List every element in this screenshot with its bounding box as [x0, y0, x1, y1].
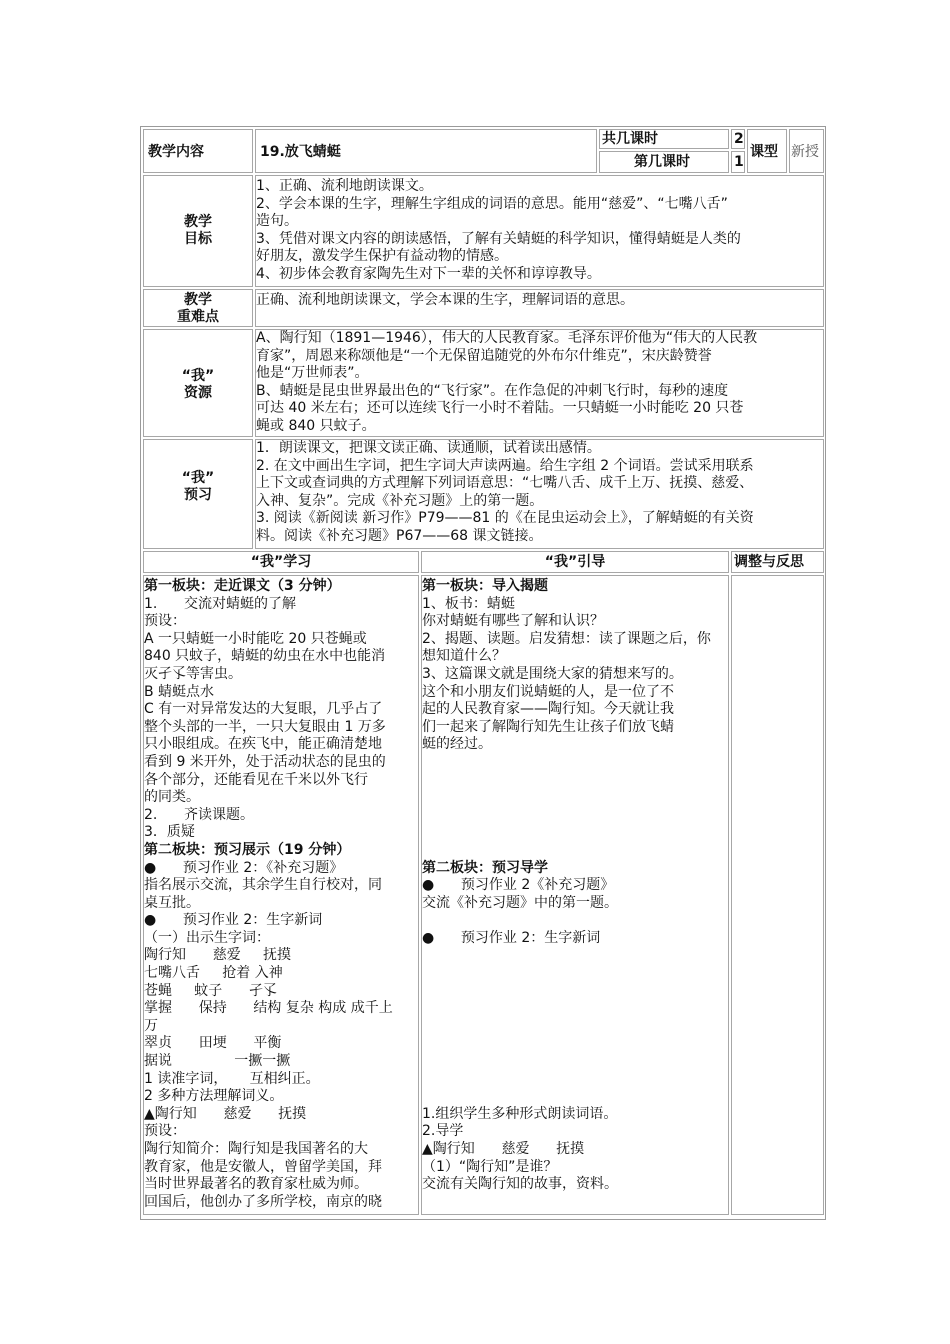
guide-line	[422, 912, 728, 930]
study-line: 当时世界最著名的教育家杜威为师。	[144, 1176, 368, 1193]
study-line: 2. 齐读课题。	[144, 806, 255, 823]
guide-line	[422, 842, 728, 860]
content-label: 教学内容	[148, 144, 204, 160]
key-points-content-cell	[255, 289, 824, 327]
objectives-label: 教学 目标	[184, 214, 212, 247]
key-points-label: 教学 重难点	[177, 292, 219, 325]
guide-line: 3、这篇课文就是围绕大家的猜想来写的。	[422, 665, 683, 682]
guide-line: 交流有关陶行知的故事，资料。	[422, 1176, 618, 1193]
guide-line	[422, 807, 728, 825]
guide-line: 2、揭题、读题。启发猜想：读了课题之后，你	[422, 630, 711, 647]
study-line: 翠贞 田埂 平衡	[144, 1035, 282, 1052]
preview-line: 2. 在文中画出生字词，把生字词大声读两遍。给生字组 2 个词语。尝试采用联系	[256, 457, 754, 474]
resource-line: 他是“万世师表”。	[256, 365, 369, 382]
study-line: 陶行知 慈爱 抚摸	[144, 947, 291, 964]
reflect-column-header	[731, 551, 824, 573]
resource-line: 蝇或 840 只蚊子。	[256, 417, 376, 434]
objective-line: 造句。	[256, 213, 298, 230]
guide-line	[422, 1071, 728, 1089]
guide-line: 想知道什么？	[422, 648, 506, 665]
guide-line	[422, 1018, 728, 1036]
guide-column-header	[421, 551, 729, 573]
study-line: 第一板块：走近课文（3 分钟）	[144, 578, 341, 594]
study-line: ▲陶行知 慈爱 抚摸	[144, 1105, 307, 1122]
guide-line	[422, 1000, 728, 1018]
objective-line: 1、正确、流利地朗读课文。	[256, 178, 433, 194]
lesson-type-value-cell	[789, 129, 824, 173]
study-line: ● 预习作业 2：生字新词	[144, 912, 323, 929]
lesson-type-value: 新授	[791, 144, 819, 160]
guide-line: 你对蜻蜓有哪些了解和认识？	[422, 613, 604, 630]
guide-line: 交流《补充习题》中的第一题。	[422, 894, 618, 911]
preview-line: 1．朗读课文，把课文读正确、读通顺，试着读出感情。	[256, 440, 601, 456]
guide-line	[422, 1088, 728, 1106]
study-line: ● 预习作业 2：《补充习题》	[144, 859, 344, 876]
objectives-content-cell	[255, 175, 824, 287]
total-periods-label: 共几课时	[602, 131, 658, 147]
study-column-title: “我”学习	[250, 554, 312, 570]
preview-label: “我” 预习	[181, 470, 215, 503]
total-periods-value: 2	[734, 131, 744, 147]
guide-line: 们一起来了解陶行知先生让孩子们放飞蜻	[422, 718, 674, 735]
guide-line	[422, 1053, 728, 1071]
resource-line: B、蜻蜓是昆虫世界最出色的“飞行家”。在作急促的冲刺飞行时，每秒的速度	[256, 382, 729, 399]
study-line: 预设：	[144, 1123, 186, 1140]
resources-label: “我” 资源	[181, 368, 215, 401]
lesson-type-label: 课型	[750, 144, 778, 160]
guide-line	[422, 824, 728, 842]
guide-line: 第二板块：预习导学	[422, 859, 548, 876]
study-line: 的同类。	[144, 789, 200, 806]
objective-line: 2、学会本课的生字，理解生字组成的词语的意思。能用“慈爱”、“七嘴八舌”	[256, 195, 728, 212]
study-line: B 蜻蜓点水	[144, 683, 215, 700]
lesson-plan-table	[140, 126, 826, 1220]
study-line: 预设：	[144, 613, 186, 630]
preview-line: 上下文或查词典的方式理解下列词语意思：“七嘴八舌、成千上万、抚摸、慈爱、	[256, 475, 754, 492]
study-line: 教育家，他是安徽人，曾留学美国，拜	[144, 1158, 382, 1175]
study-line: 只小眼组成。在疾飞中，能正确清楚地	[144, 736, 382, 753]
preview-content-cell	[255, 439, 824, 549]
study-line: 掌握 保持 结构 复杂 构成 成千上	[144, 1000, 393, 1017]
guide-line	[422, 754, 728, 772]
resource-line: A、陶行知（1891—1946），伟大的人民教育家。毛泽东评价他为“伟大的人民教	[256, 330, 758, 346]
guide-line	[422, 965, 728, 983]
guide-line: ● 预习作业 2：生字新词	[422, 929, 601, 946]
guide-line: ● 预习作业 2《补充习题》	[422, 877, 615, 894]
guide-line: 1、板书：蜻蜓	[422, 595, 515, 612]
study-line: 据说 一撅一撅	[144, 1053, 291, 1070]
objective-line: 3、凭借对课文内容的朗读感悟，了解有关蜻蜓的科学知识，懂得蜻蜓是人类的	[256, 230, 741, 247]
study-line: 看到 9 米开外，处于活动状态的昆虫的	[144, 753, 386, 770]
guide-line	[422, 947, 728, 965]
preview-line: 料。阅读《补充习题》P67——68 课文链接。	[256, 527, 543, 544]
study-line: 第二板块：预习展示（19 分钟）	[144, 841, 351, 858]
study-line: 指名展示交流，其余学生自行校对，同	[144, 877, 382, 894]
preview-line: 入神、复杂”。完成《补充习题》上的第一题。	[256, 492, 544, 509]
objective-line: 4、初步体会教育家陶先生对下一辈的关怀和谆谆教导。	[256, 265, 601, 282]
study-line: 1. 交流对蜻蜓的了解	[144, 595, 297, 612]
key-points-text: 正确、流利地朗读课文，学会本课的生字，理解词语的意思。	[256, 292, 634, 308]
guide-line: 2.导学	[422, 1123, 464, 1140]
study-line: （一）出示生字词：	[144, 929, 270, 946]
guide-line: 1.组织学生多种形式朗读词语。	[422, 1105, 618, 1122]
guide-line: 蜓的经过。	[422, 736, 492, 753]
resources-label-cell	[143, 329, 253, 437]
study-line: 840 只蚊子，蜻蜓的幼虫在水中也能消	[144, 648, 386, 665]
guide-line: 起的人民教育家——陶行知。今天就让我	[422, 701, 674, 718]
study-line: 桌互批。	[144, 894, 200, 911]
resource-line: 育家”，周恩来称颂他是“一个无保留追随党的外布尔什维克”，宋庆龄赞誉	[256, 347, 712, 364]
current-period-label-cell	[599, 151, 729, 173]
lesson-type-label-cell	[747, 129, 787, 173]
study-line: 万	[144, 1017, 158, 1034]
resources-content-cell	[255, 329, 824, 437]
lesson-title: 19.放飞蜻蜓	[260, 144, 341, 160]
objective-line: 好朋友，激发学生保护有益动物的情感。	[256, 248, 508, 265]
study-line: 陶行知简介：陶行知是我国著名的大	[144, 1141, 368, 1157]
total-periods-value-cell	[731, 129, 745, 149]
study-column-content	[143, 575, 419, 1215]
study-line: 灭孑孓等害虫。	[144, 665, 242, 682]
guide-line: （1）“陶行知”是谁？	[422, 1158, 558, 1175]
study-line: 苍蝇 蚊子 孑孓	[144, 982, 277, 999]
guide-line: 这个和小朋友们说蜻蜓的人，是一位了不	[422, 683, 674, 700]
study-line: C 有一对异常发达的大复眼，几乎占了	[144, 701, 383, 718]
study-line: 2 多种方法理解词义。	[144, 1088, 284, 1105]
study-line: A 一只蜻蜓一小时能吃 20 只苍蝇或	[144, 630, 367, 647]
study-line: 各个部分，还能看见在千米以外飞行	[144, 771, 368, 788]
guide-line	[422, 1035, 728, 1053]
study-line: 整个头部的一半，一只大复眼由 1 万多	[144, 718, 386, 735]
reflect-column-content	[731, 575, 824, 1215]
key-points-label-cell	[143, 289, 253, 327]
lesson-title-cell	[255, 129, 597, 173]
guide-line: ▲陶行知 慈爱 抚摸	[422, 1141, 585, 1157]
study-line: 3．质疑	[144, 824, 195, 841]
study-line: 1 读准字词， 互相纠正。	[144, 1070, 320, 1087]
guide-column-content	[421, 575, 729, 1215]
content-label-cell	[143, 129, 253, 173]
preview-line: 3. 阅读《新阅读 新习作》P79——81 的《在昆虫运动会上》，了解蜻蜓的有关资	[256, 510, 754, 527]
current-period-value: 1	[734, 154, 744, 170]
preview-label-cell	[143, 439, 253, 549]
resource-line: 可达 40 米左右；还可以连续飞行一小时不着陆。一只蜻蜓一小时能吃 20 只苍	[256, 400, 744, 417]
study-line: 回国后，他创办了多所学校，南京的晓	[144, 1193, 382, 1210]
guide-line: 第一板块：导入揭题	[422, 578, 548, 594]
current-period-value-cell	[731, 151, 745, 173]
guide-line	[422, 789, 728, 807]
study-line: 七嘴八舌 抢着 入神	[144, 965, 283, 982]
current-period-label: 第几课时	[634, 154, 690, 170]
guide-line	[422, 772, 728, 790]
total-periods-label-cell	[599, 129, 729, 149]
guide-column-title: “我”引导	[544, 554, 606, 570]
guide-line	[422, 983, 728, 1001]
objectives-label-cell	[143, 175, 253, 287]
reflect-column-title: 调整与反思	[734, 554, 804, 570]
study-column-header	[143, 551, 419, 573]
